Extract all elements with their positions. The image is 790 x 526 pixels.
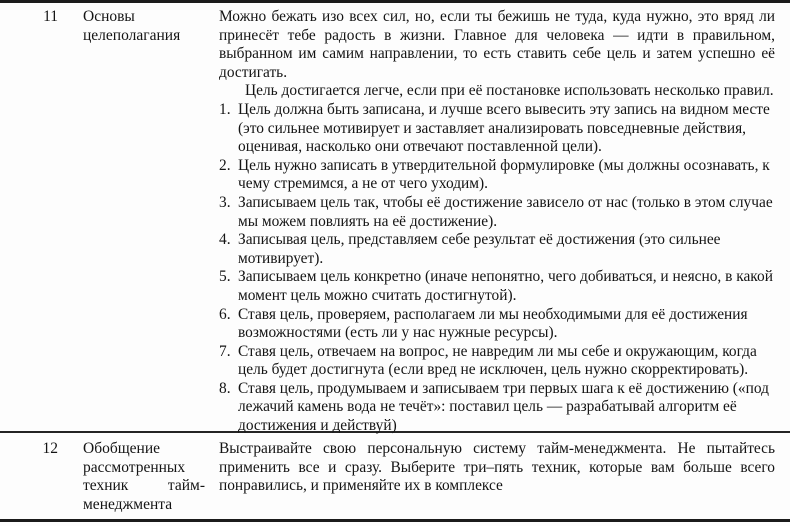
list-item-text: Записываем цель конкретно (иначе непонятно, чего добиваться, и неясно, в какой момент цель можно считать достигнутой). <box>238 268 773 304</box>
rules-list <box>219 101 775 436</box>
topic-line: целеполагания <box>83 26 181 44</box>
row-body-paragraph: Выстраивайте свою персональную систему тайм-менеджмента. Не пытайтесь применить все и сразу. Выберите три–пять техник, которые вам больше всего понравились, и применяйте их в комплексе <box>219 440 775 495</box>
list-item-text: Ставя цель, продумываем и записываем три первых шага к её достижению («под лежачий камень вода не течёт»: поставил цель — разрабатывай алгоритм её достижения и действуй) <box>238 379 769 435</box>
list-marker: 1. <box>219 100 231 118</box>
list-marker: 7. <box>219 342 231 360</box>
topic-line: Обобщение <box>83 440 161 457</box>
row-topic-cell <box>58 440 219 514</box>
table-row <box>0 8 790 436</box>
row-content-cell <box>219 440 790 496</box>
lead-in-paragraph: Цель достигается легче, если при её постановке использовать несколько правил. <box>245 82 774 100</box>
list-item <box>219 268 775 305</box>
list-item-text: Цель должна быть записана, и лучше всего вывесить эту запись на видном месте (это сильнее мотивирует и заставляет анализировать повседневные действия, оценивая, насколько они отвечают поставленной цели). <box>238 100 770 156</box>
list-item-text: Ставя цель, проверяем, располагаем ли мы необходимыми для её достижения возможностями (есть ли у нас нужные ресурсы). <box>238 305 748 342</box>
row-topic-cell <box>58 8 219 45</box>
topic-line <box>83 477 205 496</box>
list-marker: 5. <box>219 268 231 286</box>
list-marker: 8. <box>219 379 231 397</box>
list-item <box>219 306 775 343</box>
list-item <box>219 380 775 436</box>
list-item <box>219 101 775 157</box>
topic-line: Основы <box>83 8 135 25</box>
topic-line: рассмотренных <box>83 458 186 476</box>
row-number-cell: 12 <box>42 440 58 457</box>
row-content-cell <box>219 8 790 436</box>
list-item-text: Цель нужно записать в утвердительной формулировке (мы должны осознавать, к чему стремимся, а не от чего уходим). <box>238 156 770 193</box>
list-item <box>219 343 775 380</box>
row-number-cell: 11 <box>43 8 58 25</box>
list-item <box>219 194 775 231</box>
table-top-border <box>0 0 790 3</box>
list-marker: 2. <box>219 156 231 174</box>
list-item-text: Ставя цель, отвечаем на вопрос, не навредим ли мы себе и окружающим, когда цель будет достигнута (если вред не исключен, цель нужно скорректировать). <box>238 342 757 379</box>
topic-line: менеджмента <box>83 495 173 513</box>
list-item-text: Записывая цель, представляем себе результат её достижения (это сильнее мотивирует). <box>238 231 721 267</box>
list-item <box>219 157 775 194</box>
list-marker: 3. <box>219 193 231 211</box>
table-bottom-border <box>0 519 790 522</box>
topic-word-tehnik: техник <box>83 477 129 495</box>
list-marker: 4. <box>219 231 231 249</box>
list-marker: 6. <box>219 305 231 323</box>
list-item <box>219 231 775 268</box>
topic-word-taym: тайм- <box>167 477 205 495</box>
table-row <box>0 440 790 514</box>
intro-paragraph: Можно бежать изо всех сил, но, если ты бежишь не туда, куда нужно, это вряд ли принесёт тебе радость в жизни. Главное для человека — идти в правильном, выбранном им самим направлении, то есть ставить себе цель и затем успешно её достигать. <box>219 8 775 81</box>
list-item-text: Записываем цель так, чтобы её достижение зависело от нас (только в этом случае мы можем повлиять на её достижение). <box>238 193 773 230</box>
